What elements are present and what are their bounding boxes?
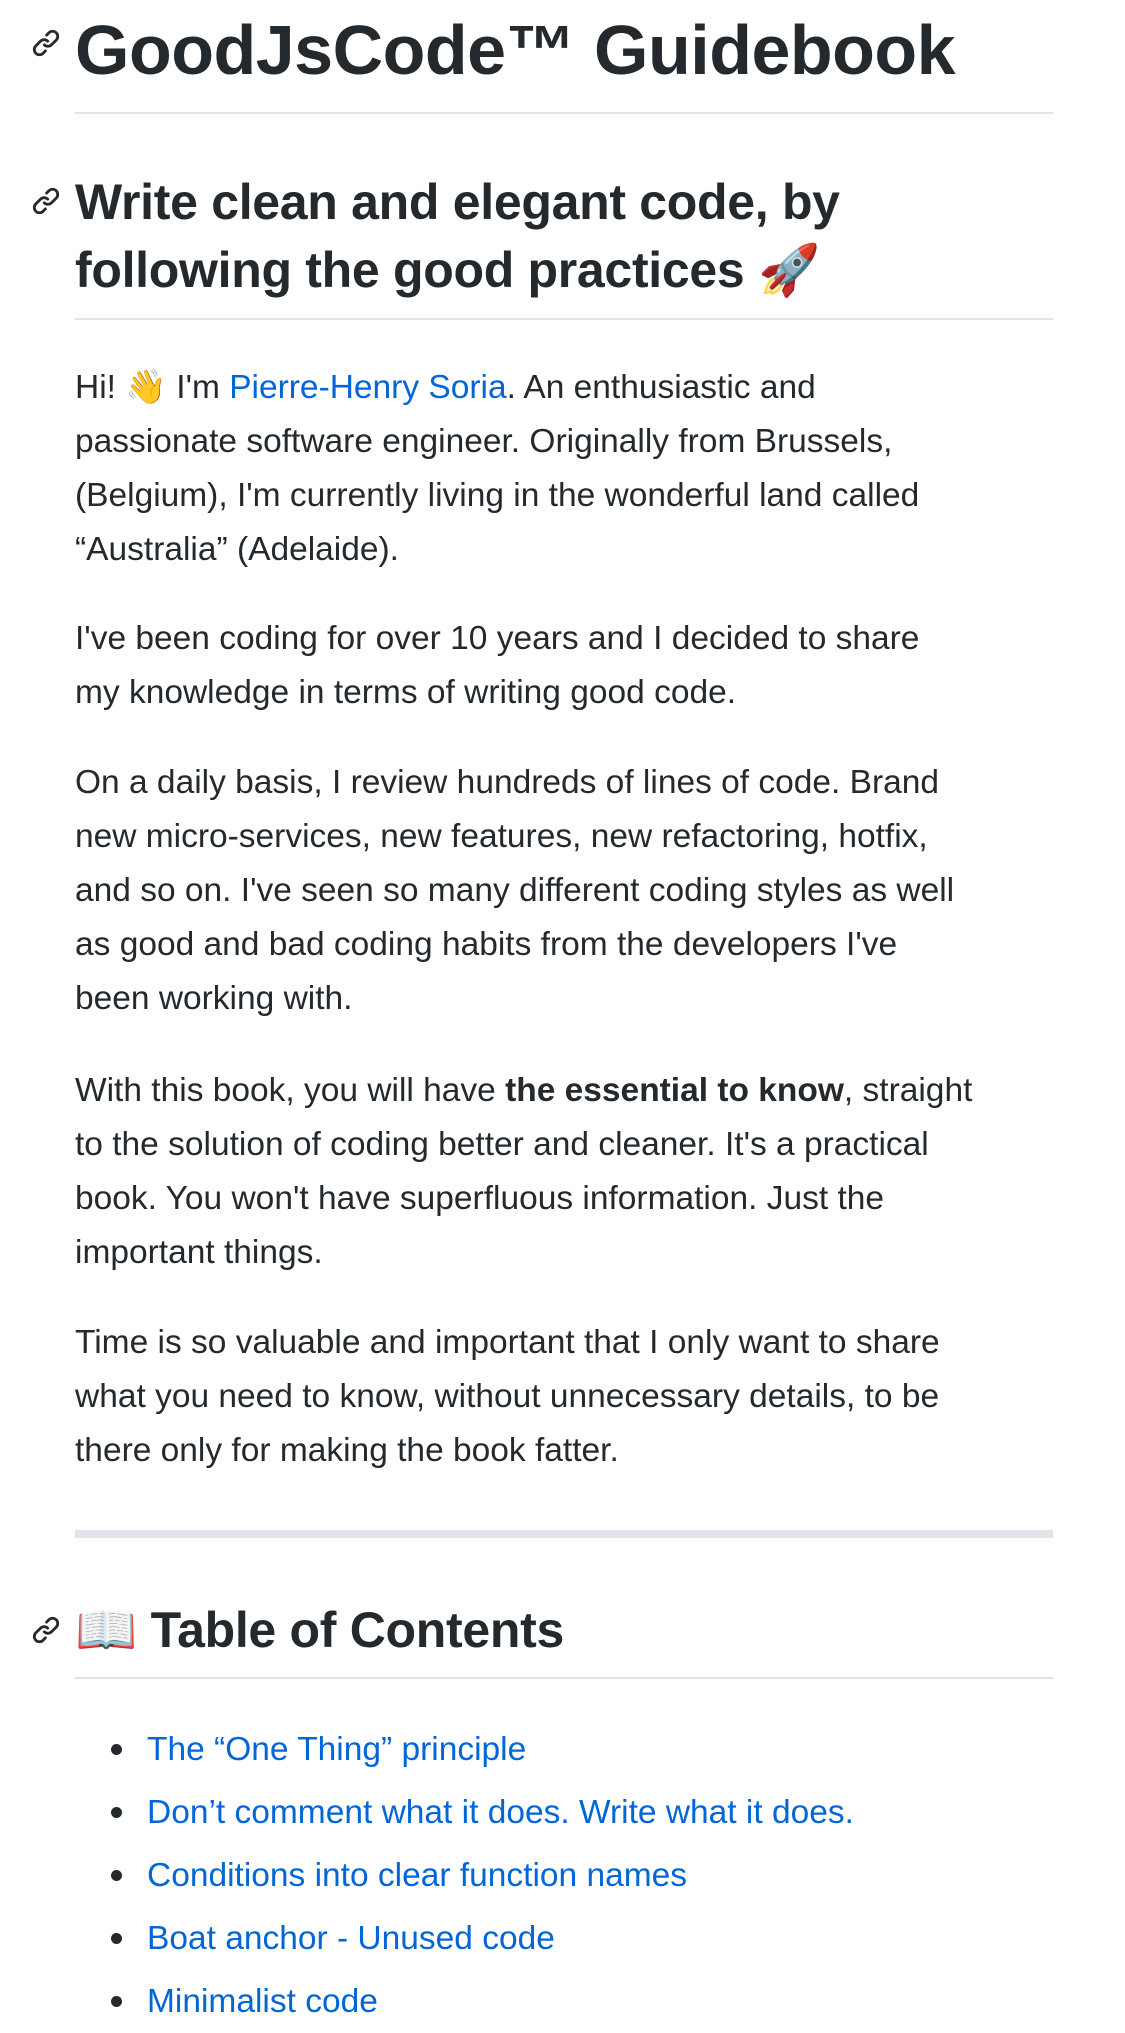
open-book-icon: 📖	[75, 1601, 137, 1659]
intro-paragraph-4: With this book, you will have the essential to know, straight to the solution of coding better and cleaner. It's a practical book. You won't have superfluous information. Just the important things.	[75, 1072, 973, 1271]
subtitle-line-1: Write clean and elegant code, by	[75, 174, 840, 230]
subtitle-anchor-link-icon[interactable]	[31, 186, 61, 216]
subtitle-heading	[75, 168, 840, 304]
toc-link-one-thing[interactable]: The “One Thing” principle	[147, 1731, 527, 1768]
bullet-icon	[111, 1996, 122, 2007]
rocket-icon: 🚀	[758, 241, 820, 299]
bullet-icon	[111, 1870, 122, 1881]
toc-heading-text: Table of Contents	[150, 1602, 564, 1658]
toc-link-boat-anchor[interactable]: Boat anchor - Unused code	[147, 1920, 555, 1957]
author-link[interactable]: Pierre-Henry Soria	[229, 369, 507, 406]
emphasis-text: the essential to know	[505, 1072, 844, 1109]
toc-heading	[75, 1596, 564, 1664]
toc-link-dont-comment[interactable]: Don’t comment what it does. Write what it does.	[147, 1794, 854, 1831]
toc-link-conditions[interactable]: Conditions into clear function names	[147, 1857, 688, 1894]
list-item	[75, 1970, 854, 2033]
intro-paragraph-1: Hi! 👋 I'm Pierre-Henry Soria. An enthusiastic and passionate software engineer. Originally from Brussels, (Belgium), I'm currently living in the wonderful land called “Australia” (Adelaide).	[75, 367, 920, 568]
title-anchor-link-icon[interactable]	[31, 28, 61, 58]
title-divider	[75, 112, 1053, 114]
page-title: GoodJsCode™ Guidebook	[75, 11, 956, 89]
waving-hand-icon: 👋	[125, 367, 167, 406]
subtitle-divider	[75, 318, 1053, 320]
toc-list	[75, 1718, 854, 2033]
bullet-icon	[111, 1744, 122, 1755]
intro-paragraph-5: Time is so valuable and important that I only want to share what you need to know, without unnecessary details, to be there only for making the book fatter.	[75, 1324, 940, 1469]
list-item	[75, 1718, 854, 1781]
list-item	[75, 1844, 854, 1907]
toc-anchor-link-icon[interactable]	[31, 1615, 61, 1645]
section-divider	[75, 1530, 1053, 1538]
subtitle-line-2: following the good practices	[75, 242, 745, 298]
intro-paragraph-2: I've been coding for over 10 years and I decided to share my knowledge in terms of writing good code.	[75, 620, 920, 711]
toc-divider	[75, 1677, 1053, 1679]
intro-paragraph-3: On a daily basis, I review hundreds of lines of code. Brand new micro-services, new features, new refactoring, hotfix, and so on. I've seen so many different coding styles as well as good and bad coding habits from the developers I've been working with.	[75, 764, 955, 1017]
list-item	[75, 1781, 854, 1844]
toc-link-minimalist[interactable]: Minimalist code	[147, 1983, 378, 2020]
list-item	[75, 1907, 854, 1970]
bullet-icon	[111, 1807, 122, 1818]
bullet-icon	[111, 1933, 122, 1944]
